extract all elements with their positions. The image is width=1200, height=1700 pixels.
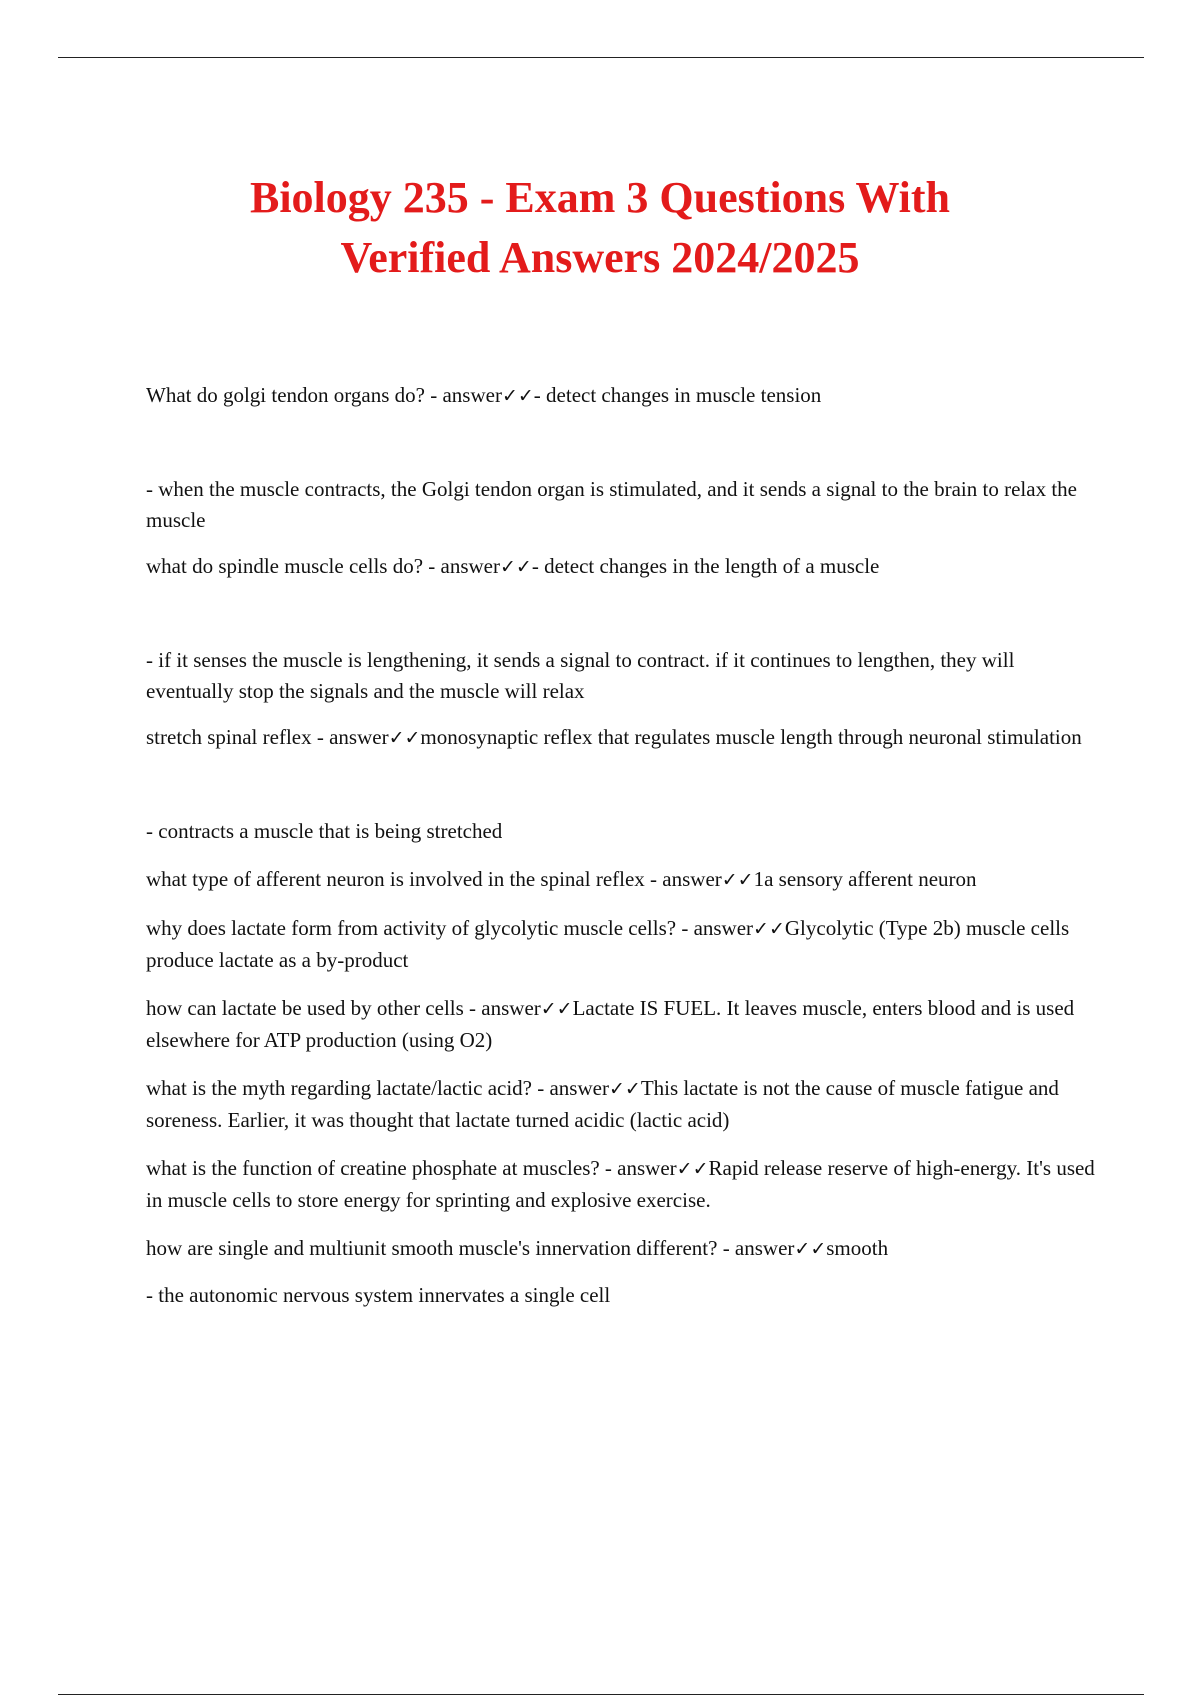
qa-item-3 xyxy=(146,722,1096,754)
qa-item-7 xyxy=(146,1073,1096,1136)
checkmark-icon: ✓✓ xyxy=(753,918,785,940)
question-text: how are single and multiunit smooth muscle's innervation different? - answer xyxy=(146,1236,795,1260)
question-text: what is the myth regarding lactate/lactic acid? - answer xyxy=(146,1076,609,1100)
checkmark-icon: ✓✓ xyxy=(721,869,754,891)
qa-item-6 xyxy=(146,993,1096,1056)
qa-item-5 xyxy=(146,913,1096,976)
qa-item-4 xyxy=(146,864,1096,896)
question-text: why does lactate form from activity of glycolytic muscle cells? - answer xyxy=(146,916,754,940)
qa-detail-2: - if it senses the muscle is lengthening, it sends a signal to contract. if it continues to lengthen, they will eventually stop the signals and the muscle will relax xyxy=(146,648,1015,703)
checkmark-icon: ✓✓ xyxy=(388,727,421,749)
qa-item-9 xyxy=(146,1233,1096,1265)
checkmark-icon: ✓✓ xyxy=(500,556,532,578)
qa-detail-1: - when the muscle contracts, the Golgi tendon organ is stimulated, and it sends a signal to the brain to relax the muscle xyxy=(146,477,1077,532)
answer-text: Glycolytic (Type 2b) muscle cells produce lactate as a by-product xyxy=(146,916,1070,972)
question-text: how can lactate be used by other cells - answer xyxy=(146,996,541,1020)
answer-text: monosynaptic reflex that regulates muscle length through neuronal stimulation xyxy=(420,725,1082,749)
answer-text: smooth xyxy=(826,1236,889,1260)
answer-text: Rapid release reserve of high-energy. It's used in muscle cells to store energy for sprinting and explosive exercise. xyxy=(146,1156,1095,1212)
answer-text: Lactate IS FUEL. It leaves muscle, enters blood and is used elsewhere for ATP production (using O2) xyxy=(146,996,1075,1052)
checkmark-icon: ✓✓ xyxy=(608,1078,641,1100)
checkmark-icon: ✓✓ xyxy=(540,998,573,1020)
qa-detail-9: - the autonomic nervous system innervates a single cell xyxy=(146,1283,611,1307)
answer-text: - detect changes in the length of a muscle xyxy=(531,554,880,578)
checkmark-icon: ✓✓ xyxy=(794,1238,827,1260)
qa-content xyxy=(146,380,1096,1311)
qa-item-8 xyxy=(146,1153,1096,1216)
question-text: What do golgi tendon organs do? - answer xyxy=(146,383,502,407)
question-text: what is the function of creatine phosphate at muscles? - answer xyxy=(146,1156,677,1180)
checkmark-icon: ✓✓ xyxy=(501,385,534,407)
answer-text: 1a sensory afferent neuron xyxy=(753,867,977,891)
title-line-2: Verified Answers 2024/2025 xyxy=(340,233,860,282)
answer-text: - detect changes in muscle tension xyxy=(533,383,822,407)
qa-item-2 xyxy=(146,551,1096,583)
title-line-1: Biology 235 - Exam 3 Questions With xyxy=(249,173,951,222)
question-text: what do spindle muscle cells do? - answer xyxy=(146,554,500,578)
checkmark-icon: ✓✓ xyxy=(676,1158,709,1180)
question-text: what type of afferent neuron is involved in the spinal reflex - answer xyxy=(146,867,722,891)
qa-item-1 xyxy=(146,380,1096,412)
question-text: stretch spinal reflex - answer xyxy=(146,725,389,749)
top-rule xyxy=(58,57,1144,58)
qa-detail-3: - contracts a muscle that is being stretched xyxy=(146,819,503,843)
answer-text: This lactate is not the cause of muscle fatigue and soreness. Earlier, it was thought that lactate turned acidic (lactic acid) xyxy=(146,1076,1059,1132)
bottom-rule xyxy=(58,1694,1144,1695)
document-title xyxy=(100,168,1100,288)
